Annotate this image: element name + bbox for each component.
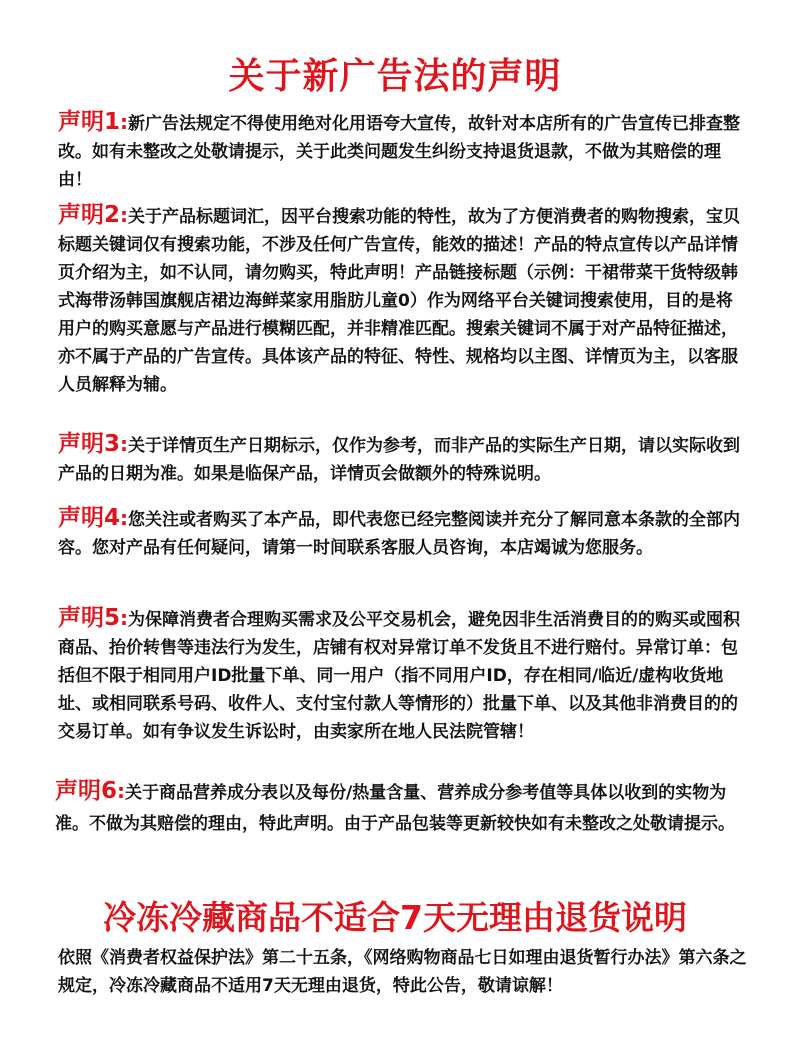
statement-colon: : [120, 506, 129, 530]
statement-label: 声明6 [55, 778, 118, 804]
statement-text: 您关注或者购买了本产品，即代表您已经完整阅读并充分了解同意本条款的全部内容。您对产品有任何疑问，请第一时间联系客服人员咨询，本店竭诚为您服务。 [58, 510, 741, 558]
statement-2 [58, 201, 748, 399]
statement-colon: : [117, 779, 126, 803]
statement-colon: : [120, 432, 129, 456]
section-heading: 冷冻冷藏商品不适合7天无理由退货说明 [103, 898, 687, 937]
statement-text: 为保障消费者合理购买需求及公平交易机会，避免因非生活消费目的的购买或囤积商品、抬价转售等违法行为发生，店铺有权对异常订单不发货且不进行赔付。异常订单：包括但不限于相同用户ID批量下单、同一用户（指不同用户ID，存在相同/临近/虚构收货地址、或相同联系号码、收件人、支付宝付款人等情形的）批量下单、以及其他非消费目的的交易订单。如有争议发生诉讼时，由卖家所在地人民法院管辖！ [58, 610, 741, 742]
statement-label: 声明5 [58, 605, 121, 631]
statement-label: 声明3 [58, 431, 121, 457]
statement-label: 声明4 [58, 505, 121, 531]
statement-colon: : [120, 606, 129, 630]
statement-label: 声明1 [58, 109, 121, 135]
statement-3 [58, 430, 748, 488]
statement-6 [55, 776, 750, 840]
statement-text: 关于详情页生产日期标示，仅作为参考，而非产品的实际生产日期，请以实际收到产品的日期为准。如果是临保产品，详情页会做额外的特殊说明。 [58, 436, 741, 484]
page-title: 关于新广告法的声明 [228, 56, 562, 97]
statement-5 [58, 604, 748, 746]
statement-colon: : [120, 110, 129, 134]
statement-colon: : [120, 203, 129, 227]
statement-1 [58, 108, 748, 194]
statement-label: 声明2 [58, 202, 121, 228]
statement-text: 新广告法规定不得使用绝对化用语夸大宣传，故针对本店所有的广告宣传已排查整改。如有未整改之处敬请提示，关于此类问题发生纠纷支持退货退款，不做为其赔偿的理由！ [58, 114, 741, 190]
statement-4 [58, 504, 748, 562]
footer-notice: 依照《消费者权益保护法》第二十五条，《网络购物商品七日如理由退货暂行办法》第六条之规定，冷冻冷藏商品不适用7天无理由退货，特此公告，敬请谅解！ [58, 948, 747, 996]
statement-text: 关于产品标题词汇，因平台搜索功能的特性，故为了方便消费者的购物搜索，宝贝标题关键词仅有搜索功能，不涉及任何广告宣传，能效的描述！产品的特点宣传以产品详情页介绍为主，如不认同，请勿购买，特此声明！产品链接标题（示例：干裙带菜干货特级韩式海带汤韩国旗舰店裙边海鲜菜家用脂肪儿童0）作为网络平台关键词搜索使用，目的是将用户的购买意愿与产品进行模糊匹配，并非精准匹配。搜索关键词不属于对产品特征描述，亦不属于产品的广告宣传。具体该产品的特征、特性、规格均以主图、详情页为主，以客服人员解释为辅。 [58, 207, 741, 395]
statement-text: 关于商品营养成分表以及每份/热量含量、营养成分参考值等具体以收到的实物为准。不做为其赔偿的理由，特此声明。由于产品包装等更新较快如有未整改之处敬请提示。 [55, 783, 735, 834]
